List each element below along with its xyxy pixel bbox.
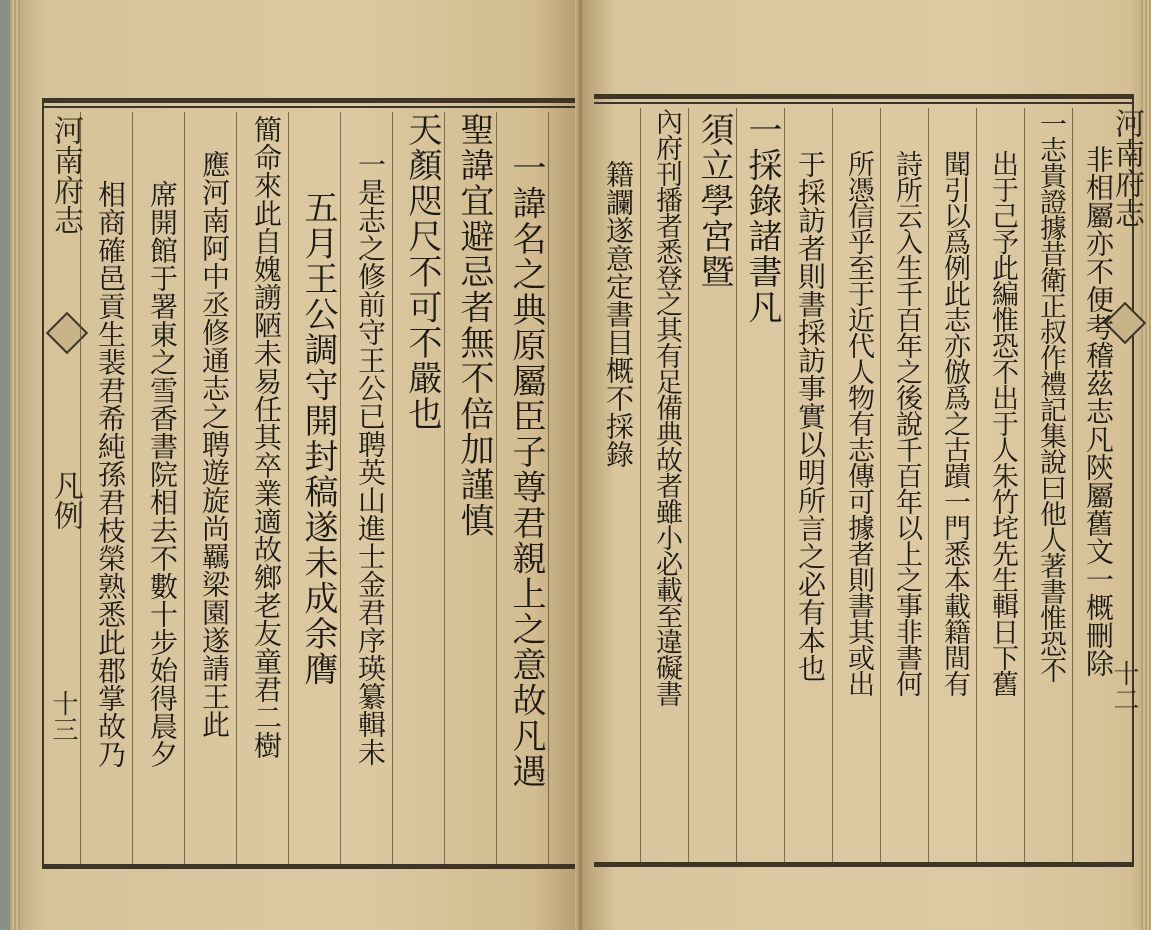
column-line <box>444 112 445 864</box>
open-book <box>10 0 1151 930</box>
column-line <box>688 108 689 862</box>
text-column: 五月王公調守開封稿遂未成余膺 <box>298 190 338 687</box>
text-column: 出于己予此編惟恐不出于人朱竹垞先生輯日下舊 <box>987 150 1018 696</box>
top-rule-thin <box>594 102 1134 104</box>
bottom-rule <box>42 864 577 869</box>
text-column: 須立學宮暨 <box>694 112 734 290</box>
column-line <box>976 108 977 862</box>
column-line <box>288 112 289 864</box>
left-page <box>10 0 580 930</box>
text-column: 詩所云入生千百年之後說千百年以上之事非書何 <box>891 150 922 696</box>
page-number: 十二 <box>1109 660 1139 712</box>
column-line <box>1024 108 1025 862</box>
column-line <box>928 108 929 862</box>
text-column: 相商確邑貢生裴君希純孫君枝榮熟悉此郡掌故乃 <box>94 180 127 768</box>
text-column: 天顏咫尺不可不嚴也 <box>402 112 442 432</box>
text-column: 非相屬亦不便考稽茲志凡陝屬舊文一概刪除 <box>1082 145 1115 677</box>
text-column: 一諱名之典原屬臣子尊君親上之意故凡遇 <box>506 150 546 789</box>
text-column: 席開館于署東之雪香書院相去不數十步始得晨夕 <box>146 180 179 768</box>
column-line <box>184 112 185 864</box>
text-column: 一志貴證據昔衛正叔作禮記集說曰他人著書惟恐不 <box>1035 110 1066 682</box>
text-column: 內府刊播者悉登之其有足備典故者雖小必載至違礙書 <box>651 108 682 706</box>
text-column: 所憑信乎至于近代人物有志傳可據者則書其或出 <box>843 150 874 696</box>
column-line <box>236 112 237 864</box>
top-rule <box>42 98 577 103</box>
margin-title: 河南府志 <box>1109 108 1144 228</box>
top-rule <box>594 94 1134 99</box>
column-line <box>340 112 341 864</box>
page-edges <box>10 0 20 930</box>
column-line <box>392 112 393 864</box>
column-line <box>832 108 833 862</box>
margin-title: 河南府志 <box>48 115 83 235</box>
text-column: 籍讕遂意定書目概不採錄 <box>602 160 635 468</box>
column-line <box>548 112 549 864</box>
fish-tail-mark <box>46 312 88 354</box>
text-column: 于採訪者則書採訪事實以明所言之必有本也 <box>794 150 827 682</box>
right-page <box>582 0 1151 930</box>
column-line <box>640 108 641 862</box>
column-line <box>496 112 497 864</box>
text-column: 聞引以爲例此志亦倣爲之古蹟一門悉本載籍間有 <box>939 150 970 696</box>
text-column: 簡命來此自媿謭陋未易任其卒業適故鄉老友童君二樹 <box>250 115 283 759</box>
text-column: 一採錄諸書凡 <box>742 112 782 325</box>
text-column: 聖諱宜避忌者無不倍加謹慎 <box>454 112 494 538</box>
text-column: 一是志之修前守王公已聘英山進士金君序瑛纂輯未 <box>354 150 387 766</box>
top-rule-thin <box>42 106 577 108</box>
column-line <box>1072 108 1073 862</box>
text-column: 應河南阿中丞修通志之聘遊旋尚羈梁園遂請王此 <box>198 150 231 738</box>
page-number: 十三 <box>48 690 78 742</box>
column-line <box>736 108 737 862</box>
section-label: 凡例 <box>48 470 83 530</box>
column-line <box>880 108 881 862</box>
column-line <box>784 108 785 862</box>
column-line <box>132 112 133 864</box>
bottom-rule <box>594 862 1134 867</box>
